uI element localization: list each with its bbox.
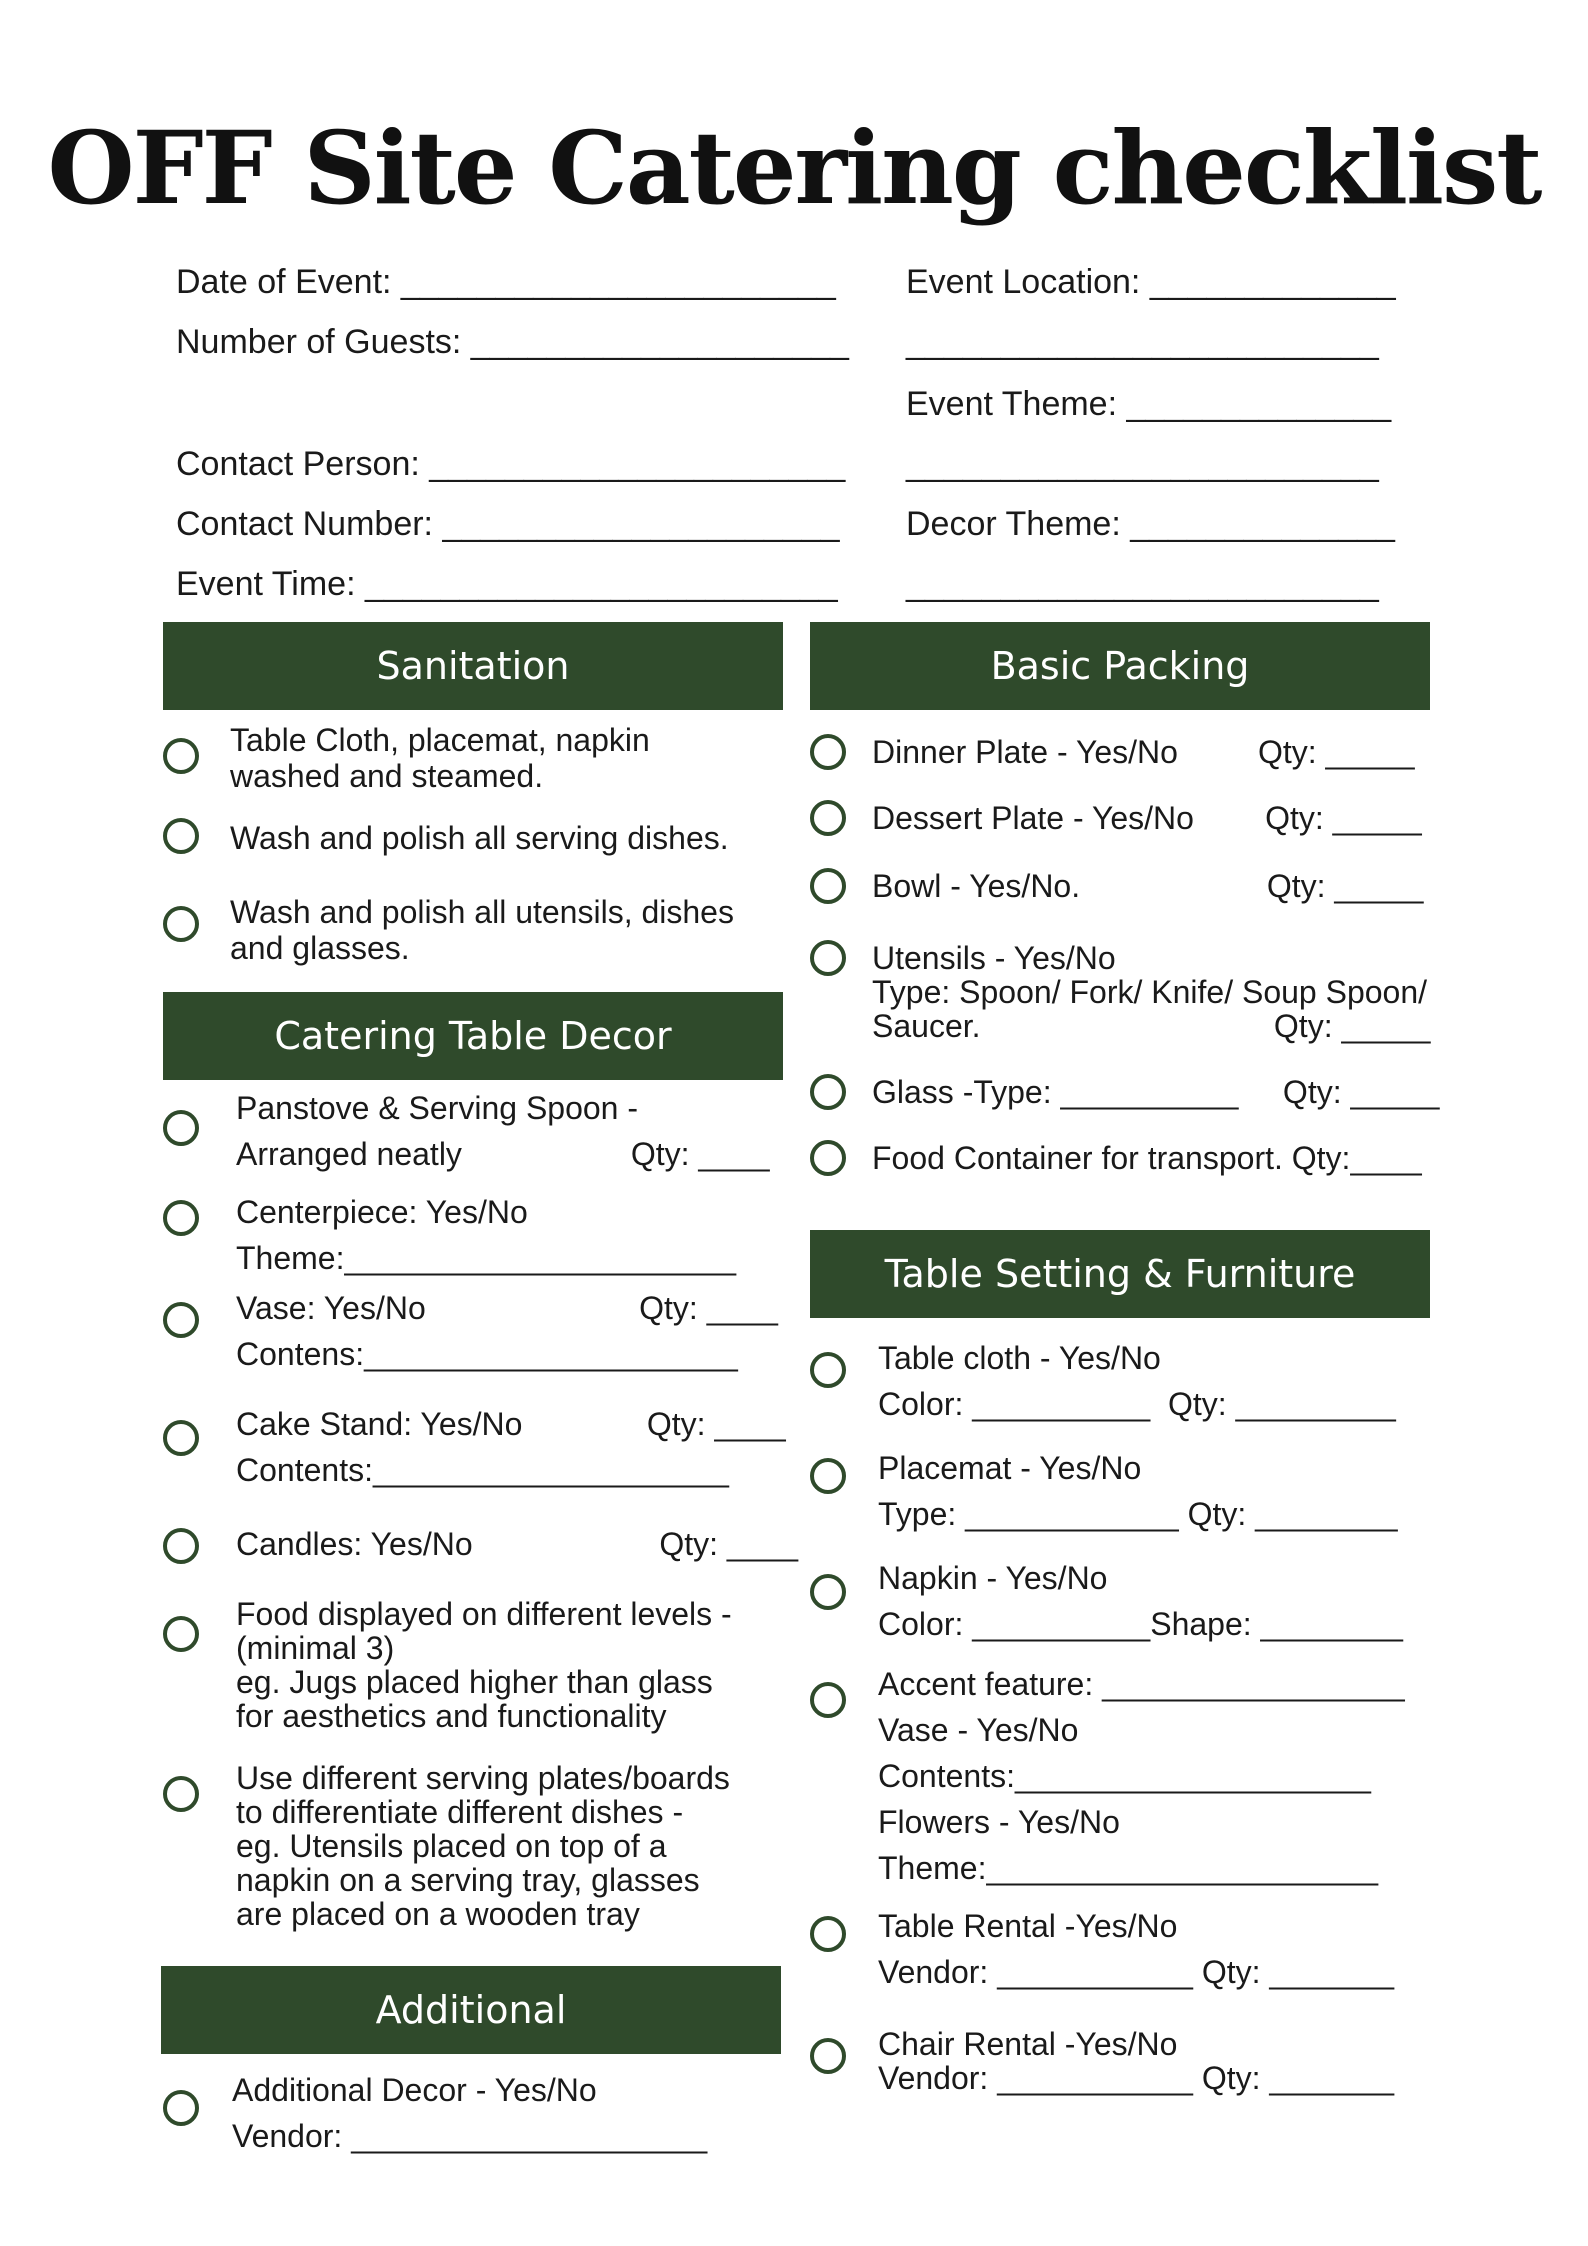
section-header-additional: Additional [161,1966,781,2054]
checklist-item-text: Table Cloth, placemat, napkin [230,722,650,758]
checkbox-sanitation-2[interactable] [163,818,199,854]
checklist-item-text: Use different serving plates/boards [236,1760,730,1796]
checklist-item-text: Vendor: ___________ Qty: _______ [878,2060,1394,2096]
checklist-item-text: Wash and polish all serving dishes. [230,820,729,856]
checkbox-decor-2[interactable] [163,1200,199,1236]
checkbox-furniture-1[interactable] [810,1352,846,1388]
checkbox-furniture-4[interactable] [810,1682,846,1718]
checklist-item-text: Wash and polish all utensils, dishes [230,894,734,930]
checklist-item-text: Table Rental -Yes/No [878,1908,1178,1944]
checklist-item-text: Flowers - Yes/No [878,1804,1120,1840]
checklist-item-text: Cake Stand: Yes/No Qty: ____ [236,1406,786,1442]
checklist-item-text: are placed on a wooden tray [236,1896,640,1932]
date-of-event-field: Date of Event: _______________________ [176,263,836,301]
checklist-item-text: for aesthetics and functionality [236,1698,667,1734]
checklist-item-text: napkin on a serving tray, glasses [236,1862,700,1898]
decor-theme-field: Decor Theme: ______________ [906,505,1395,543]
checklist-item-text: Utensils - Yes/No [872,940,1116,976]
checkbox-packing-1[interactable] [810,734,846,770]
checklist-item-text: Placemat - Yes/No [878,1450,1142,1486]
checkbox-sanitation-1[interactable] [163,738,199,774]
section-header-table-setting-furniture: Table Setting & Furniture [810,1230,1430,1318]
checkbox-sanitation-3[interactable] [163,906,199,942]
checklist-item-text: Glass -Type: __________ Qty: _____ [872,1074,1440,1110]
checklist-item-text: Table cloth - Yes/No [878,1340,1161,1376]
checklist-item-text: Chair Rental -Yes/No [878,2026,1178,2062]
checkbox-packing-5[interactable] [810,1074,846,1110]
checklist-item-text: to differentiate different dishes - [236,1794,684,1830]
checklist-item-text: Color: __________Shape: ________ [878,1606,1403,1642]
checkbox-additional-1[interactable] [163,2090,199,2126]
checklist-item-text: Color: __________ Qty: _________ [878,1386,1396,1422]
checkbox-packing-2[interactable] [810,800,846,836]
contact-person-field: Contact Person: ______________________ [176,445,846,483]
checklist-item-text: Candles: Yes/No Qty: ____ [236,1526,799,1562]
checkbox-decor-1[interactable] [163,1110,199,1146]
checklist-item-text: Vase: Yes/No Qty: ____ [236,1290,778,1326]
checklist-item-text: Panstove & Serving Spoon - [236,1090,639,1126]
checklist-item-text: Type: Spoon/ Fork/ Knife/ Soup Spoon/ [872,974,1428,1010]
checkbox-packing-6[interactable] [810,1140,846,1176]
checklist-item-text: Type: ____________ Qty: ________ [878,1496,1398,1532]
checkbox-furniture-6[interactable] [810,2038,846,2074]
checklist-item-text: Accent feature: _________________ [878,1666,1405,1702]
checklist-item-text: Contents:____________________ [236,1452,729,1488]
checklist-item-text: Dinner Plate - Yes/No Qty: _____ [872,734,1415,770]
contact-number-field: Contact Number: _____________________ [176,505,840,543]
checklist-item-text: Theme:______________________ [878,1850,1379,1886]
checklist-item-text: Dessert Plate - Yes/No Qty: _____ [872,800,1422,836]
blank-line: _________________________ [906,565,1379,603]
checkbox-furniture-3[interactable] [810,1574,846,1610]
checkbox-decor-7[interactable] [163,1776,199,1812]
checklist-item-text: Theme:______________________ [236,1240,737,1276]
checkbox-decor-5[interactable] [163,1528,199,1564]
checkbox-furniture-5[interactable] [810,1916,846,1952]
event-location-field: Event Location: _____________ [906,263,1396,301]
checklist-item-text: eg. Jugs placed higher than glass [236,1664,713,1700]
checkbox-decor-3[interactable] [163,1302,199,1338]
checklist-item-text: Contents:____________________ [878,1758,1371,1794]
section-header-sanitation: Sanitation [163,622,783,710]
checklist-item-text: washed and steamed. [230,758,544,794]
checklist-item-text: Food displayed on different levels - [236,1596,732,1632]
checklist-item-text: and glasses. [230,930,410,966]
blank-line: _________________________ [906,445,1379,483]
checklist-item-text: Bowl - Yes/No. Qty: _____ [872,868,1424,904]
checklist-item-text: Vendor: ____________________ [232,2118,708,2154]
checkbox-decor-4[interactable] [163,1420,199,1456]
blank-line: _________________________ [906,323,1379,361]
checklist-item-text: Napkin - Yes/No [878,1560,1108,1596]
checklist-item-text: Saucer. Qty: _____ [872,1008,1431,1044]
page-title: OFF Site Catering checklist [47,109,1541,227]
checkbox-decor-6[interactable] [163,1616,199,1652]
event-theme-field: Event Theme: ______________ [906,385,1392,423]
checklist-item-text: Arranged neatly Qty: ____ [236,1136,770,1172]
checkbox-packing-3[interactable] [810,868,846,904]
checkbox-packing-4[interactable] [810,940,846,976]
checklist-item-text: Vendor: ___________ Qty: _______ [878,1954,1394,1990]
checklist-item-text: Contens:_____________________ [236,1336,738,1372]
section-header-basic-packing: Basic Packing [810,622,1430,710]
checklist-item-text: Food Container for transport. Qty:____ [872,1140,1422,1176]
section-header-catering-table-decor: Catering Table Decor [163,992,783,1080]
checklist-item-text: Centerpiece: Yes/No [236,1194,528,1230]
checklist-item-text: Vase - Yes/No [878,1712,1079,1748]
number-of-guests-field: Number of Guests: ____________________ [176,323,849,361]
checklist-item-text: Additional Decor - Yes/No [232,2072,597,2108]
checkbox-furniture-2[interactable] [810,1458,846,1494]
event-time-field: Event Time: _________________________ [176,565,838,603]
checklist-item-text: eg. Utensils placed on top of a [236,1828,667,1864]
checklist-item-text: (minimal 3) [236,1630,395,1666]
